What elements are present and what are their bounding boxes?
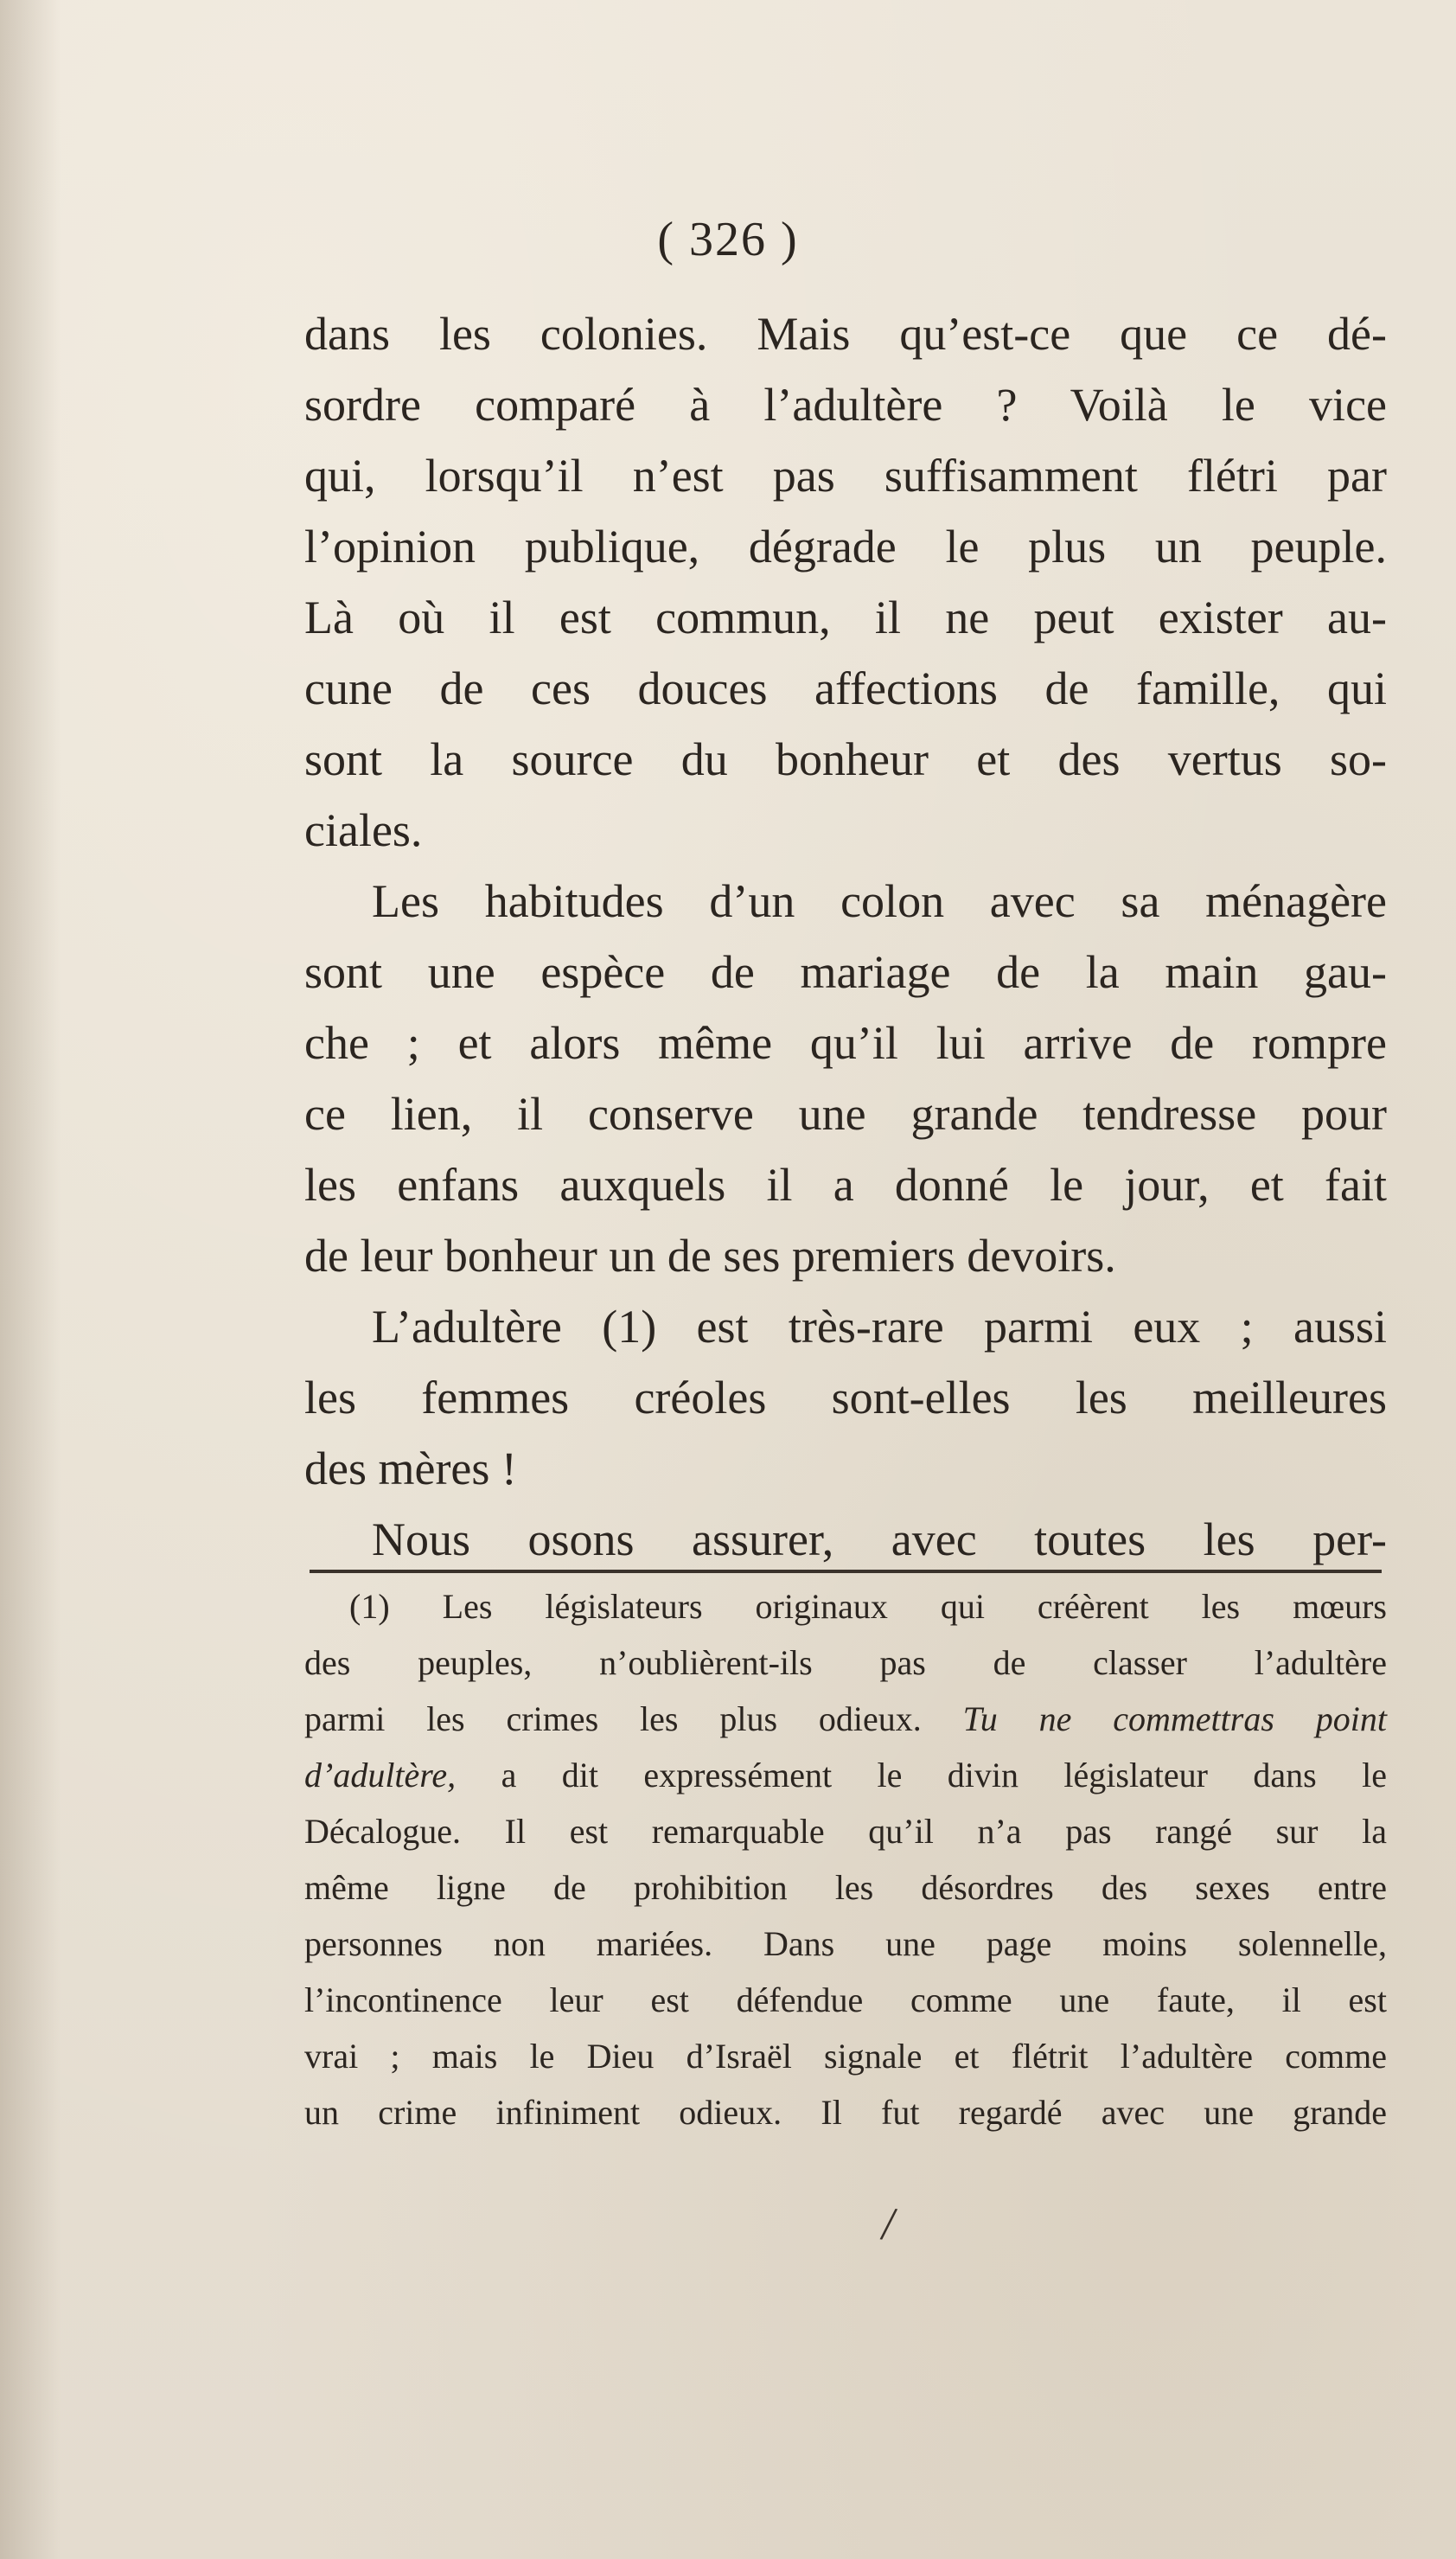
footnote-italic-quote: Tu ne commettras point <box>962 1699 1387 1738</box>
text-line: Les habitudes d’un colon avec sa ménagère <box>372 875 1387 927</box>
text-line: ce lien, il conserve une grande tendresse pour <box>304 1088 1387 1140</box>
footnote-line: personnes non mariées. Dans une page moins solennelle, <box>304 1924 1387 1963</box>
footnote-rule <box>310 1570 1382 1573</box>
footnote-line: même ligne de prohibition les désordres des sexes entre <box>304 1868 1387 1907</box>
text-line: ciales. <box>304 804 423 856</box>
text-line: sont la source du bonheur et des vertus so- <box>304 733 1387 785</box>
footnote-text: a dit expressément le divin législateur dans le <box>501 1756 1388 1794</box>
footnote-line: un crime infiniment odieux. Il fut regardé avec une grande <box>304 2093 1387 2132</box>
text-line: Là où il est commun, il ne peut exister au- <box>304 592 1387 643</box>
text-line: qui, lorsqu’il n’est pas suffisamment flétri par <box>304 450 1387 502</box>
footnote-line: l’incontinence leur est défendue comme une faute, il est <box>304 1980 1387 2019</box>
footnote-line <box>304 1691 1387 1747</box>
footnote-italic-quote: d’adultère, <box>304 1756 457 1794</box>
text-line: sont une espèce de mariage de la main gau- <box>304 946 1387 998</box>
text-line: Nous osons assurer, avec toutes les per- <box>372 1513 1387 1565</box>
footnote-line: des peuples, n’oublièrent-ils pas de classer l’adultère <box>304 1643 1387 1682</box>
footnote-line: Décalogue. Il est remarquable qu’il n’a pas rangé sur la <box>304 1812 1387 1851</box>
text-line: cune de ces douces affections de famille, qui <box>304 662 1387 714</box>
text-line: L’adultère (1) est très-rare parmi eux ; aussi <box>372 1301 1387 1353</box>
footnote <box>304 1578 1387 2140</box>
text-line: de leur bonheur un de ses premiers devoirs. <box>304 1230 1116 1282</box>
text-line: des mères ! <box>304 1443 517 1494</box>
footnote-text: parmi les crimes les plus odieux. <box>304 1699 922 1738</box>
text-line: dans les colonies. Mais qu’est-ce que ce dé- <box>304 308 1387 360</box>
text-line: che ; et alors même qu’il lui arrive de rompre <box>304 1017 1387 1069</box>
footnote-line: (1) Les législateurs originaux qui créèrent les mœurs <box>349 1587 1387 1626</box>
catchword-mark: / <box>878 2197 899 2252</box>
text-line: sordre comparé à l’adultère ? Voilà le vice <box>304 379 1387 431</box>
footnote-line <box>304 1747 1387 1803</box>
text-line: l’opinion publique, dégrade le plus un peuple. <box>304 521 1387 573</box>
main-text <box>304 298 1387 1575</box>
page-number: ( 326 ) <box>657 213 799 266</box>
footnote-line: vrai ; mais le Dieu d’Israël signale et flétrit l’adultère comme <box>304 2037 1387 2076</box>
text-line: les femmes créoles sont-elles les meilleures <box>304 1372 1387 1423</box>
spine-shadow <box>0 0 61 2559</box>
text-line: les enfans auxquels il a donné le jour, et fait <box>304 1159 1387 1211</box>
